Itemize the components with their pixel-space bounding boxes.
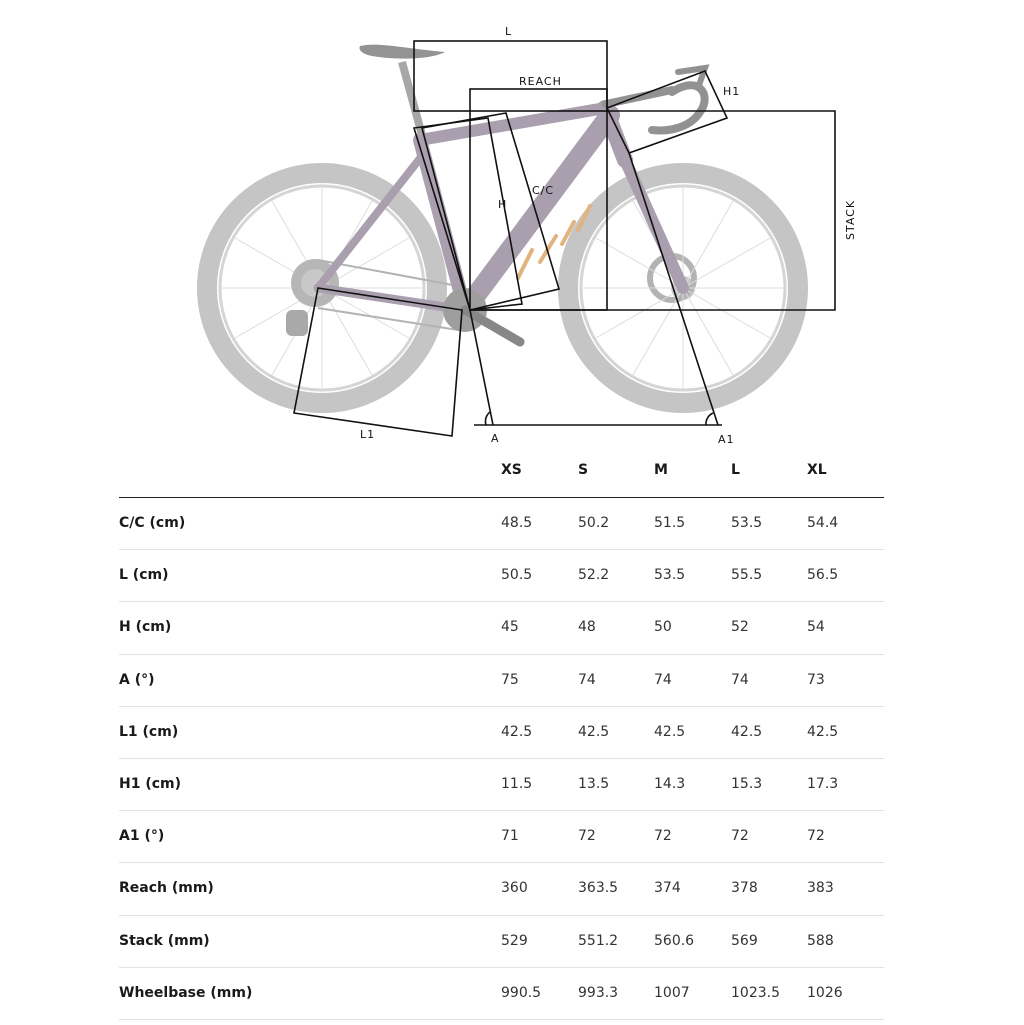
size-header-s: S — [578, 462, 589, 478]
table-row — [119, 916, 884, 968]
table-cell: 17.3 — [807, 775, 839, 792]
row-label: L1 (cm) — [119, 723, 179, 740]
table-cell: 51.5 — [654, 515, 686, 531]
row-label: A1 (°) — [119, 828, 165, 845]
table-cell: 50.2 — [578, 515, 610, 531]
table-row — [119, 498, 884, 550]
table-cell: 42.5 — [807, 723, 839, 740]
table-row — [119, 550, 884, 602]
bike-geometry-diagram — [0, 0, 1024, 452]
head-tube-angle-line — [629, 153, 718, 425]
table-header — [119, 452, 884, 498]
row-label: H (cm) — [119, 619, 172, 636]
table-cell: 74 — [654, 671, 672, 688]
table-cell: 72 — [731, 828, 749, 845]
angle-a-arc — [485, 412, 490, 425]
size-header-m: M — [654, 462, 668, 478]
row-label: Stack (mm) — [119, 932, 210, 949]
row-label: Wheelbase (mm) — [119, 984, 253, 1001]
row-label: A (°) — [119, 671, 155, 688]
label-h: H — [498, 198, 508, 211]
l-dimension-box — [414, 41, 607, 111]
saddle — [360, 45, 446, 135]
table-row — [119, 707, 884, 759]
table-cell: 73 — [807, 671, 825, 688]
table-cell: 56.5 — [807, 567, 839, 584]
table-cell: 529 — [501, 932, 528, 949]
table-cell: 990.5 — [501, 984, 542, 1001]
table-cell: 71 — [501, 828, 519, 845]
table-row — [119, 811, 884, 863]
table-cell: 1023.5 — [731, 984, 780, 1001]
table-cell: 42.5 — [501, 723, 533, 740]
size-header-xs: XS — [501, 462, 522, 478]
table-cell: 378 — [731, 880, 758, 897]
table-cell: 42.5 — [654, 723, 686, 740]
table-row — [119, 759, 884, 811]
label-l1: L1 — [360, 428, 376, 441]
table-cell: 1007 — [654, 984, 690, 1001]
size-header-xl: XL — [807, 462, 827, 478]
geometry-table — [119, 452, 884, 1020]
table-cell: 48 — [578, 619, 596, 636]
row-label: L (cm) — [119, 567, 169, 584]
label-cc: C/C — [532, 184, 555, 197]
table-cell: 55.5 — [731, 567, 763, 584]
table-cell: 42.5 — [578, 723, 610, 740]
label-a1: A1 — [718, 433, 735, 446]
table-cell: 993.3 — [578, 984, 619, 1001]
table-cell: 75 — [501, 671, 519, 688]
table-cell: 13.5 — [578, 775, 610, 792]
table-cell: 588 — [807, 932, 834, 949]
table-cell: 14.3 — [654, 775, 686, 792]
label-l: L — [505, 25, 513, 38]
table-cell: 45 — [501, 619, 519, 636]
table-cell: 360 — [501, 880, 528, 897]
table-cell: 50 — [654, 619, 672, 636]
table-cell: 50.5 — [501, 567, 533, 584]
table-cell: 48.5 — [501, 515, 533, 531]
row-label: Reach (mm) — [119, 880, 214, 897]
table-cell: 560.6 — [654, 932, 695, 949]
table-cell: 74 — [731, 671, 749, 688]
label-h1: H1 — [723, 85, 741, 98]
crankset — [443, 288, 520, 342]
table-cell: 54 — [807, 619, 825, 636]
table-cell: 72 — [807, 828, 825, 845]
label-reach: REACH — [519, 75, 562, 88]
table-cell: 54.4 — [807, 515, 839, 531]
bike-illustration — [207, 45, 798, 403]
table-body — [119, 498, 884, 1020]
table-cell: 72 — [654, 828, 672, 845]
table-cell: 551.2 — [578, 932, 619, 949]
label-a: A — [491, 432, 500, 445]
table-cell: 11.5 — [501, 775, 533, 792]
angle-a1-arc — [706, 413, 713, 425]
table-row — [119, 863, 884, 915]
table-cell: 15.3 — [731, 775, 763, 792]
table-cell: 53.5 — [731, 515, 763, 531]
table-row — [119, 655, 884, 707]
table-cell: 52.2 — [578, 567, 610, 584]
table-cell: 363.5 — [578, 880, 619, 897]
table-row — [119, 968, 884, 1020]
row-label: C/C (cm) — [119, 515, 186, 531]
table-cell: 383 — [807, 880, 834, 897]
table-cell: 374 — [654, 880, 681, 897]
table-cell: 42.5 — [731, 723, 763, 740]
row-label: H1 (cm) — [119, 775, 182, 792]
table-row — [119, 602, 884, 654]
table-cell: 569 — [731, 932, 758, 949]
table-cell: 53.5 — [654, 567, 686, 584]
table-cell: 72 — [578, 828, 596, 845]
table-cell: 1026 — [807, 984, 843, 1001]
table-cell: 52 — [731, 619, 749, 636]
size-header-l: L — [731, 462, 740, 478]
label-stack: STACK — [844, 199, 857, 240]
table-cell: 74 — [578, 671, 596, 688]
